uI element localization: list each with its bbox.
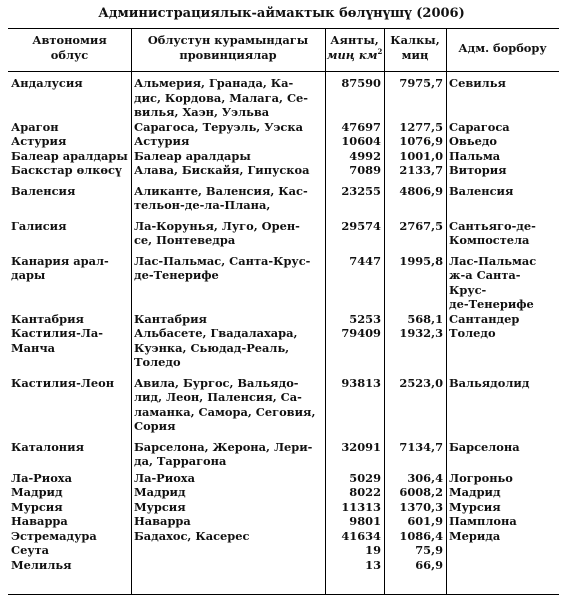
population-cell: 6008,2 xyxy=(399,485,443,499)
capital-cell: Сарагоса xyxy=(449,119,510,134)
area-cell: 5029 xyxy=(349,470,381,485)
capital-cell: Мадрид xyxy=(449,485,501,499)
header-population: Калкы, миң xyxy=(390,33,440,62)
table-row xyxy=(8,326,559,370)
population-cell: 568,1 xyxy=(407,311,443,326)
table-row xyxy=(8,149,559,164)
provinces-cell: Лас-Пальмас, Санта-Крус- де-Тенерифе xyxy=(134,253,311,282)
table-row xyxy=(8,469,559,486)
header-top-rule xyxy=(8,28,559,29)
area-cell: 23255 xyxy=(341,183,381,198)
population-cell: 75,9 xyxy=(415,543,443,557)
population-cell: 1086,4 xyxy=(399,528,443,543)
capital-cell: Севилья xyxy=(449,76,506,90)
population-cell: 1076,9 xyxy=(399,134,443,148)
provinces-cell: Балеар аралдары xyxy=(134,148,251,163)
capital-cell: Мерида xyxy=(449,528,501,543)
area-cell: 7089 xyxy=(349,163,381,177)
population-cell: 66,9 xyxy=(415,557,443,572)
header-provinces: Облустун курамындагы провинциялар xyxy=(147,33,309,62)
provinces-cell: Мурсия xyxy=(134,499,186,514)
region-cell: Кастилия-Ла- Манча xyxy=(11,326,103,355)
area-cell: 9801 xyxy=(349,514,381,528)
area-cell: 93813 xyxy=(341,375,381,390)
region-cell: Баскстар өлкөсү xyxy=(11,163,122,177)
population-cell: 1995,8 xyxy=(399,253,443,268)
provinces-cell: Алава, Бискайя, Гипускоа xyxy=(134,163,310,177)
area-cell: 79409 xyxy=(341,326,381,340)
provinces-cell xyxy=(131,543,325,558)
capital-cell: Памплона xyxy=(449,514,517,528)
population-cell: 4806,9 xyxy=(399,183,443,198)
region-cell: Валенсия xyxy=(11,183,76,198)
area-cell: 5253 xyxy=(349,311,381,326)
table-row xyxy=(8,213,559,248)
region-cell: Ла-Риоха xyxy=(11,470,72,485)
provinces-cell: Сарагоса, Теруэль, Уэска xyxy=(134,119,303,134)
region-cell: Кастилия-Леон xyxy=(11,375,115,390)
provinces-cell: Бадахос, Касерес xyxy=(134,528,250,543)
area-cell: 47697 xyxy=(341,119,381,134)
region-cell: Астурия xyxy=(11,134,67,148)
provinces-cell: Мадрид xyxy=(134,485,186,499)
population-cell: 1932,3 xyxy=(399,326,443,340)
area-cell: 4992 xyxy=(349,148,381,163)
table-row xyxy=(8,485,559,500)
provinces-cell: Альмерия, Гранада, Ка- дис, Кордова, Малага, Се- вилья, Хаэн, Уэльва xyxy=(134,76,308,119)
capital-cell: Вальядолид xyxy=(449,375,530,390)
provinces-cell: Астурия xyxy=(134,134,190,148)
provinces-cell: Альбасете, Гвадалахара, Куэнка, Сьюдад-Реаль, Толедо xyxy=(134,326,298,369)
provinces-cell: Кантабрия xyxy=(134,311,207,326)
provinces-cell: Ла-Корунья, Луго, Орен- се, Понтеведра xyxy=(134,218,300,247)
table-row xyxy=(8,248,559,312)
provinces-cell xyxy=(131,558,325,573)
region-cell: Наварра xyxy=(11,514,68,528)
capital-cell: Витория xyxy=(449,163,507,177)
table-row xyxy=(8,120,559,135)
area-cell: 19 xyxy=(365,543,381,557)
population-cell: 2133,7 xyxy=(399,163,443,177)
provinces-cell: Наварра xyxy=(134,514,191,528)
table-row xyxy=(8,134,559,149)
regions-table xyxy=(8,76,559,572)
population-cell: 1277,5 xyxy=(399,119,443,134)
header-capital: Адм. борбору xyxy=(458,41,547,55)
table-row xyxy=(8,543,559,558)
area-cell: 10604 xyxy=(341,134,381,148)
area-cell: 29574 xyxy=(341,218,381,233)
table-row xyxy=(8,558,559,573)
provinces-cell: Авила, Бургос, Вальядо- лид, Леон, Паленсия, Са- ламанка, Самора, Сеговия, Сория xyxy=(134,375,316,433)
capital-cell: Лас-Пальмас ж-а Санта-Крус- де-Тенерифе xyxy=(449,253,537,311)
provinces-cell: Аликанте, Валенсия, Кас- тельон-де-ла-Плана, xyxy=(134,183,308,212)
table-row xyxy=(8,529,559,544)
table-row xyxy=(8,434,559,469)
capital-cell xyxy=(446,543,559,558)
capital-cell: Толедо xyxy=(449,326,496,340)
area-cell: 11313 xyxy=(341,499,381,514)
table-row xyxy=(8,76,559,120)
region-cell: Кантабрия xyxy=(11,311,84,326)
provinces-cell: Ла-Риоха xyxy=(134,470,195,485)
region-cell: Канария арал- дары xyxy=(11,253,109,282)
region-cell: Сеута xyxy=(11,543,50,557)
table-row xyxy=(8,514,559,529)
header-area: Аянты, миң $км^2$ xyxy=(326,33,383,62)
table-row xyxy=(8,500,559,515)
capital-cell: Мурсия xyxy=(449,499,501,514)
population-cell: 7975,7 xyxy=(399,76,443,90)
capital-cell: Сантьяго-де- Компостела xyxy=(449,218,536,247)
capital-cell: Валенсия xyxy=(449,183,514,198)
area-cell: 7447 xyxy=(349,253,381,268)
table-row xyxy=(8,178,559,213)
area-cell: 13 xyxy=(365,557,381,572)
table-row xyxy=(8,163,559,178)
population-cell: 601,9 xyxy=(407,514,443,528)
table-row xyxy=(8,370,559,434)
header-bottom-rule xyxy=(8,71,559,72)
area-cell: 8022 xyxy=(349,485,381,499)
capital-cell: Сантандер xyxy=(449,311,520,326)
capital-cell xyxy=(446,558,559,573)
header-region: Автономия облус xyxy=(32,33,107,62)
provinces-cell: Барселона, Жерона, Лери- да, Таррагона xyxy=(134,439,313,468)
region-cell: Арагон xyxy=(11,119,59,134)
population-cell: 306,4 xyxy=(407,470,443,485)
region-cell: Балеар аралдары xyxy=(11,148,128,163)
population-cell: 1001,0 xyxy=(399,148,443,163)
population-cell: 2767,5 xyxy=(399,218,443,233)
population-cell: 7134,7 xyxy=(399,439,443,454)
table-row xyxy=(8,312,559,327)
region-cell: Андалусия xyxy=(11,76,83,90)
region-cell: Эстремадура xyxy=(11,528,97,543)
population-cell: 1370,3 xyxy=(399,499,443,514)
capital-cell: Логроньо xyxy=(449,470,513,485)
population-cell: 2523,0 xyxy=(399,375,443,390)
region-cell: Мелилья xyxy=(11,557,72,572)
table-bottom-rule xyxy=(8,594,559,595)
region-cell: Галисия xyxy=(11,218,67,233)
area-cell: 41634 xyxy=(341,528,381,543)
table-title: Администрациялык-аймактык бөлүнүшү (2006) xyxy=(98,6,465,21)
area-cell: 87590 xyxy=(341,76,381,90)
region-cell: Мурсия xyxy=(11,499,63,514)
area-cell: 32091 xyxy=(341,439,381,454)
capital-cell: Барселона xyxy=(449,439,520,454)
capital-cell: Пальма xyxy=(449,148,501,163)
capital-cell: Овьедо xyxy=(449,134,498,148)
region-cell: Мадрид xyxy=(11,485,63,499)
region-cell: Каталония xyxy=(11,439,85,454)
